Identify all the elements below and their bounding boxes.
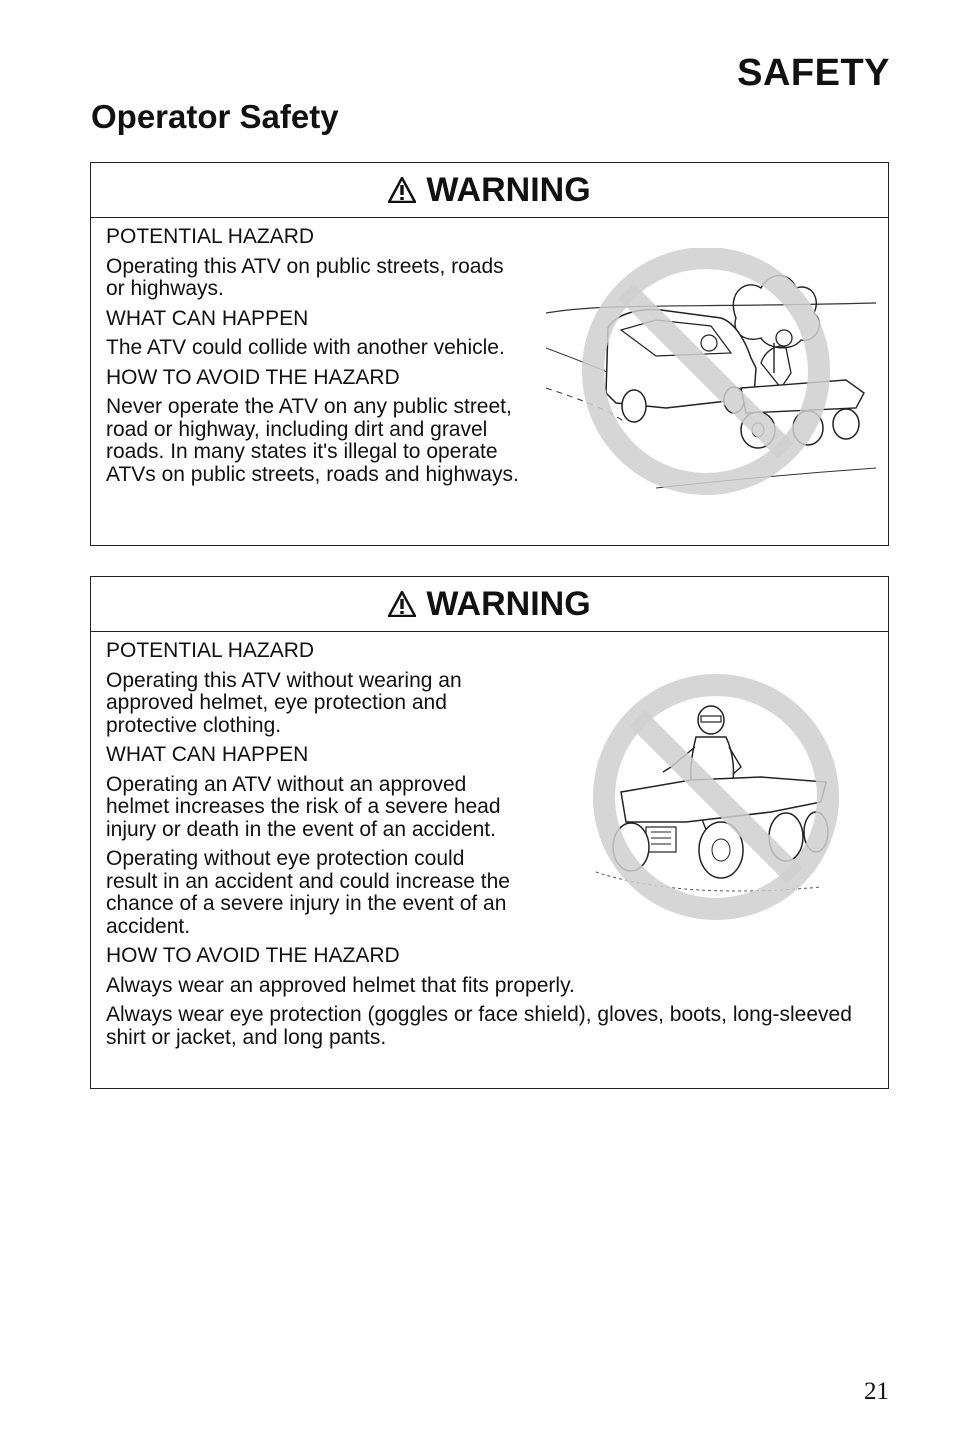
consequence-heading: WHAT CAN HAPPEN	[106, 306, 309, 330]
avoidance-text: Never operate the ATV on any public street, road or highway, including dirt and gravel roads. In many states it's illegal to operate ATVs on public streets, roads and highways.	[106, 395, 519, 486]
warning-title: WARNING	[426, 170, 591, 209]
consequence-heading: WHAT CAN HAPPEN	[106, 743, 309, 766]
avoidance-text-helmet: Always wear an approved helmet that fits properly.	[106, 973, 575, 997]
rider-without-gear-prohibited-illustration	[591, 672, 841, 927]
warning-triangle-icon	[388, 591, 416, 617]
warning-body	[91, 632, 888, 1049]
avoidance-heading: HOW TO AVOID THE HAZARD	[106, 365, 400, 389]
section-title: SAFETY	[737, 52, 890, 94]
avoidance-text-clothing: Always wear eye protection (goggles or face shield), gloves, boots, long-sleeved shirt or jacket, and long pants.	[106, 1003, 852, 1049]
warning-box-public-roads	[90, 162, 889, 546]
warning-box-protective-gear	[90, 576, 889, 1089]
warning-triangle-icon	[388, 177, 416, 203]
warning-header	[91, 163, 888, 218]
consequence-text-helmet: Operating an ATV without an approved helmet increases the risk of a severe head injury or death in the event of an accident.	[106, 772, 501, 841]
page-heading: Operator Safety	[91, 98, 339, 135]
avoidance-heading: HOW TO AVOID THE HAZARD	[106, 944, 400, 967]
consequence-text: The ATV could collide with another vehicle.	[106, 336, 505, 359]
hazard-heading: POTENTIAL HAZARD	[106, 225, 315, 248]
hazard-text: Operating this ATV without wearing an approved helmet, eye protection and protective clothing.	[106, 668, 462, 737]
consequence-text-eye-protection: Operating without eye protection could result in an accident and could increase the chance of a severe injury in the event of an accident.	[106, 847, 510, 938]
page-number: 21	[864, 1378, 889, 1405]
atv-on-road-prohibited-illustration	[546, 248, 876, 508]
hazard-heading: POTENTIAL HAZARD	[106, 639, 315, 662]
warning-body	[91, 218, 888, 486]
warning-title: WARNING	[426, 584, 591, 623]
hazard-text: Operating this ATV on public streets, roads or highways.	[106, 254, 504, 300]
warning-header	[91, 577, 888, 632]
